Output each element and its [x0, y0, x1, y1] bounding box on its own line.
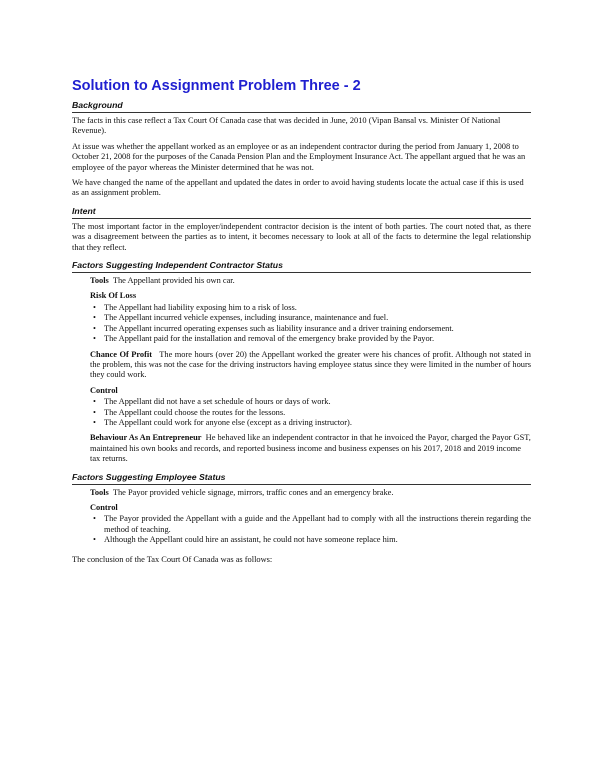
control-list: [90, 397, 531, 428]
risk-of-loss-list: [90, 303, 531, 345]
behaviour-entrepreneur: Behaviour As An Entrepreneur He behaved like an independent contractor in that he invoiced the Payor, charged the Payor GST, maintained his own books and records, and reported business income and business expenses on his 2017, 2018 and 2019 income tax returns.: [90, 433, 531, 464]
independent-tools: Tools The Appellant provided his own car.: [90, 276, 235, 286]
list-item: • The Appellant incurred operating expenses such as liability insurance and a driver training endorsement.: [90, 324, 531, 334]
document-page: [72, 78, 531, 570]
list-item: • The Appellant incurred vehicle expenses, including insurance, maintenance and fuel.: [90, 313, 531, 323]
intent-paragraph: The most important factor in the employer/independent contractor decision is the intent of both parties. The court noted that, as there was a disagreement between the parties as to intent, it becomes necessary to look at all of the facts to determine the legal relationship that they reflect.: [72, 221, 531, 252]
employee-control-list: [90, 514, 531, 545]
section-independent-heading: Factors Suggesting Independent Contractor Status: [72, 260, 531, 273]
section-employee-heading: Factors Suggesting Employee Status: [72, 472, 531, 485]
list-item: • The Appellant could work for anyone else (except as a driving instructor).: [90, 418, 531, 428]
risk-of-loss-label: Risk Of Loss: [90, 291, 137, 301]
background-paragraph-2: At issue was whether the appellant worked as an employee or as an independent contractor during the period from January 1, 2008 to October 21, 2008 for the purposes of the Canada Pension Plan and the Employment Insurance Act. The appellant argued that he was an employee of the payor whereas the Minister determined that he was not.: [72, 141, 526, 172]
section-background-heading: Background: [72, 100, 531, 113]
control-label: Control: [90, 385, 118, 395]
list-item: • The Payor provided the Appellant with a guide and the Appellant had to comply with all the instructions therein regarding the method of teaching.: [90, 514, 531, 535]
page-title: Solution to Assignment Problem Three - 2: [72, 78, 361, 94]
conclusion-text: The conclusion of the Tax Court Of Canada was as follows:: [72, 554, 273, 564]
employee-control-label: Control: [90, 502, 118, 512]
list-item: • The Appellant could choose the routes for the lessons.: [90, 408, 531, 418]
section-intent-heading: Intent: [72, 206, 531, 219]
employee-tools: Tools The Payor provided vehicle signage, mirrors, traffic cones and an emergency brake.: [90, 487, 394, 497]
background-paragraph-1: The facts in this case reflect a Tax Court Of Canada case that was decided in June, 2010 (Vipan Bansal vs. Minister Of National Revenue).: [72, 116, 501, 136]
list-item: • The Appellant did not have a set schedule of hours or days of work.: [90, 397, 531, 407]
list-item: • The Appellant had liability exposing him to a risk of loss.: [90, 303, 531, 313]
list-item: • The Appellant paid for the installation and removal of the emergency brake provided by the Payor.: [90, 334, 531, 344]
chance-of-profit: Chance Of Profit The more hours (over 20) the Appellant worked the greater were his chances of profit. Although not stated in the problem, this was not the case for the driving instructors having employee status since they were limited in the number of hours they could work.: [90, 349, 531, 380]
list-item: • Although the Appellant could hire an assistant, he could not have someone replace him.: [90, 535, 531, 545]
background-paragraph-3: We have changed the name of the appellant and updated the dates in order to avoid having students locate the actual case if this is used as an assignment problem.: [72, 178, 524, 198]
